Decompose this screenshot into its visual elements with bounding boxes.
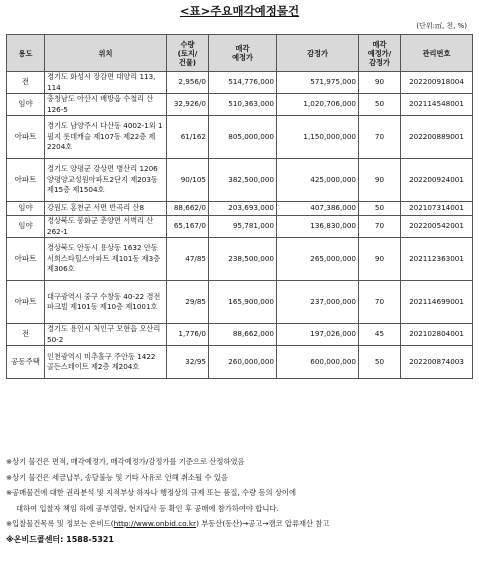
area-cell: 1,776/0 — [167, 324, 209, 346]
use-cell: 아파트 — [7, 159, 45, 202]
location-cell: 충청남도 아산시 배방읍 수철리 산126-5 — [45, 94, 167, 116]
use-cell: 전 — [7, 324, 45, 346]
footnote-2: ※상기 물건은 세금납부, 송달불능 및 기타 사유로 인해 취소될 수 있음 — [6, 472, 228, 482]
appraisal-cell: 425,000,000 — [277, 159, 359, 202]
table-row — [7, 238, 473, 281]
table-body — [7, 72, 473, 379]
sale-price-cell: 514,776,000 — [209, 72, 277, 94]
management-number-cell: 202107314001 — [401, 202, 473, 216]
footnote-4-text-a: ※입찰물건목록 및 정보는 온비드( — [6, 519, 114, 528]
ratio-cell: 50 — [359, 94, 401, 116]
use-cell: 아파트 — [7, 238, 45, 281]
use-cell: 전 — [7, 72, 45, 94]
use-cell: 임야 — [7, 216, 45, 238]
table-row — [7, 94, 473, 116]
management-number-cell: 202200918004 — [401, 72, 473, 94]
table-row — [7, 346, 473, 379]
ratio-cell: 50 — [359, 202, 401, 216]
location-cell: 경상북도 안동시 용상동 1632 안동서희스타힐스아파트 제101동 제3층 제306호 — [45, 238, 167, 281]
use-cell: 아파트 — [7, 281, 45, 324]
area-cell: 90/105 — [167, 159, 209, 202]
management-number-cell: 202114548001 — [401, 94, 473, 116]
management-number-cell: 202200924001 — [401, 159, 473, 202]
sale-price-cell: 382,500,000 — [209, 159, 277, 202]
area-cell: 65,167/0 — [167, 216, 209, 238]
appraisal-cell: 237,000,000 — [277, 281, 359, 324]
ratio-cell: 45 — [359, 324, 401, 346]
ratio-cell: 90 — [359, 159, 401, 202]
footnote-1: ※상기 물건은 면적, 매각예정가, 매각예정가/감정가를 기준으로 산정하였음 — [6, 457, 245, 466]
column-header: 관리번호 — [401, 35, 473, 72]
use-cell: 임야 — [7, 202, 45, 216]
appraisal-cell: 1,020,706,000 — [277, 94, 359, 116]
management-number-cell: 202114699001 — [401, 281, 473, 324]
footnote-callcenter: ※온비드콜센터: 1588-5321 — [6, 534, 114, 544]
table-row — [7, 281, 473, 324]
sale-price-cell: 165,900,000 — [209, 281, 277, 324]
table-row — [7, 116, 473, 159]
ratio-cell: 70 — [359, 216, 401, 238]
document-title: <표>주요매각예정물건 — [179, 4, 300, 18]
location-cell: 경기도 화성시 장감면 대양리 113, 114 — [45, 72, 167, 94]
table-row — [7, 159, 473, 202]
sale-price-cell: 260,000,000 — [209, 346, 277, 379]
management-number-cell: 202200874003 — [401, 346, 473, 379]
management-number-cell: 202200889001 — [401, 116, 473, 159]
footnote-4-text-b: ) 부동산(동산)→공고→캠코 압류재산 참고 — [196, 519, 330, 528]
ratio-cell: 50 — [359, 346, 401, 379]
sale-price-cell: 510,363,000 — [209, 94, 277, 116]
area-cell: 29/85 — [167, 281, 209, 324]
table-row — [7, 216, 473, 238]
table-row — [7, 324, 473, 346]
column-header: 위치 — [45, 35, 167, 72]
column-header: 수량 (토지/ 건물) — [167, 35, 209, 72]
location-cell: 경상북도 봉화군 춘양면 서벽리 산262-1 — [45, 216, 167, 238]
appraisal-cell: 265,000,000 — [277, 238, 359, 281]
ratio-cell: 70 — [359, 281, 401, 324]
property-table — [6, 34, 473, 379]
table-row — [7, 202, 473, 216]
use-cell: 아파트 — [7, 116, 45, 159]
onbid-link[interactable]: http://www.onbid.co.kr — [113, 519, 197, 528]
sale-price-cell: 805,000,000 — [209, 116, 277, 159]
location-cell: 인천광역시 미추홀구 주안동 1422 골든스테이트 제2층 제204호 — [45, 346, 167, 379]
location-cell: 대구광역시 중구 수창동 40-22 경전파크빌 제101동 제10층 제1001호 — [45, 281, 167, 324]
management-number-cell: 202112363001 — [401, 238, 473, 281]
table-header-row — [7, 35, 473, 72]
location-cell: 경기도 남양주시 다산동 4002-1외 1필지 롯데캐슬 제107동 제22층 제2204호 — [45, 116, 167, 159]
location-cell: 경기도 양평군 강상면 병산리 1206 양평양교성원아파트2단지 제203동 제15층 제1504호 — [45, 159, 167, 202]
area-cell: 32/95 — [167, 346, 209, 379]
appraisal-cell: 136,830,000 — [277, 216, 359, 238]
sale-price-cell: 238,500,000 — [209, 238, 277, 281]
use-cell: 공동주택 — [7, 346, 45, 379]
area-cell: 2,956/0 — [167, 72, 209, 94]
column-header: 감정가 — [277, 35, 359, 72]
management-number-cell: 202102804001 — [401, 324, 473, 346]
column-header: 용도 — [7, 35, 45, 72]
appraisal-cell: 571,975,000 — [277, 72, 359, 94]
use-cell: 임야 — [7, 94, 45, 116]
appraisal-cell: 407,386,000 — [277, 202, 359, 216]
location-cell: 경기도 용인시 처인구 모현읍 오산리 50-2 — [45, 324, 167, 346]
location-cell: 강원도 홍천군 서면 반곡리 산8 — [45, 202, 167, 216]
area-cell: 47/85 — [167, 238, 209, 281]
appraisal-cell: 197,026,000 — [277, 324, 359, 346]
ratio-cell: 70 — [359, 116, 401, 159]
footnote-3: ※공매물건에 대한 권리분석 및 지적부상 하자나 행정상의 규제 또는 품질, 수량 등의 상이에 — [6, 488, 297, 497]
footnote-4 — [6, 516, 476, 532]
table-row — [7, 72, 473, 94]
ratio-cell: 90 — [359, 238, 401, 281]
area-cell: 32,926/0 — [167, 94, 209, 116]
area-cell: 61/162 — [167, 116, 209, 159]
appraisal-cell: 600,000,000 — [277, 346, 359, 379]
column-header: 매각 예정가/ 감정가 — [359, 35, 401, 72]
footnote-3-cont: 대하여 입찰자 책임 하에 공부열람, 현지답사 등 확인 후 공매에 참가하여야 합니다. — [16, 503, 279, 513]
sale-price-cell: 88,662,000 — [209, 324, 277, 346]
sale-price-cell: 95,781,000 — [209, 216, 277, 238]
area-cell: 88,662/0 — [167, 202, 209, 216]
footnotes — [6, 454, 476, 547]
appraisal-cell: 1,150,000,000 — [277, 116, 359, 159]
sale-price-cell: 203,693,000 — [209, 202, 277, 216]
column-header: 매각 예정가 — [209, 35, 277, 72]
ratio-cell: 90 — [359, 72, 401, 94]
unit-note: (단위:㎡, 천, %) — [416, 22, 467, 30]
management-number-cell: 202200542001 — [401, 216, 473, 238]
